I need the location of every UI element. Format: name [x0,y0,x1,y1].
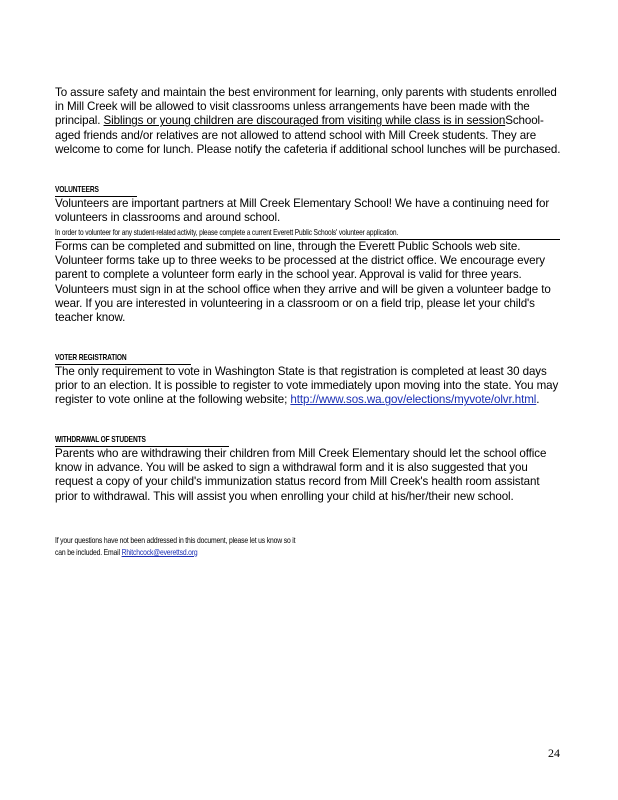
withdrawal-paragraph: Parents who are withdrawing their children from Mill Creek Elementary should let the school office know in advance. You will be asked to sign a withdrawal form and it is also suggested that you request a copy of your child's immunization status record from Mill Creek's health room assistant prior to withdrawal. This will assist you when enrolling your child at his/her/their new school. [55,447,547,503]
volunteer-forms-paragraph: Forms can be completed and submitted on line, through the Everett Public Schools web site. Volunteer forms take up to three weeks to be processed at the district office. We encourage every parent to complete a volunteer form early in the school year. Approval is valid for three years. Volunteers must sign in at the school office when they arrive and will be given a volunteer badge to wear. If you are interested in volunteering in a classroom or on a field trip, please let your child's teacher know. [55,240,551,325]
volunteer-application-note: In order to volunteer for any student-related activity, please complete a current Everett Public Schools' volunteer application. [55,227,399,238]
withdrawal-heading: WITHDRAWAL OF STUDENTS [55,434,146,444]
voter-link-period: . [536,393,540,407]
volunteers-text-1: Volunteers are important partners at Mill Creek Elementary School! We have a continuing need for volunteers in classrooms and around school. [55,197,550,225]
visitor-policy-text-1: To assure safety and maintain the best environment for learning, only parents with students enrolled in Mill Creek will be allowed to visit classrooms unless arrangements have been made with the principal. [55,86,557,128]
voter-registration-paragraph [55,365,565,408]
voter-registration-text: The only requirement to vote in Washington State is that registration is completed at least 30 days prior to an election. It is possible to register to vote immediately upon moving into the state. You may register to vote online at the following website; [55,365,559,407]
contact-note-line-2 [55,547,469,558]
volunteers-heading: VOLUNTEERS [55,184,99,194]
voter-registration-heading: VOTER REGISTRATION [55,352,127,362]
voter-registration-link[interactable]: http://www.sos.wa.gov/elections/myvote/olvr.html [290,393,537,407]
contact-email-link[interactable]: Rhitchcock@everettsd.org [121,547,198,557]
contact-note-prefix: can be included. Email [55,547,122,557]
page-number: 24 [548,746,560,760]
volunteers-paragraph [55,197,565,240]
visitor-policy-text-2: School-aged friends and/or relatives are not allowed to attend school with Mill Creek students. They are welcome to come for lunch. Please notify the cafeteria if additional school lunches will be purchased. [55,114,561,156]
siblings-discouraged-notice: Siblings or young children are discouraged from visiting while class is in session [103,114,506,128]
visitor-policy-paragraph [55,86,565,157]
contact-note-line-1: If your questions have not been addressed in this document, please let us know so it [55,535,296,545]
